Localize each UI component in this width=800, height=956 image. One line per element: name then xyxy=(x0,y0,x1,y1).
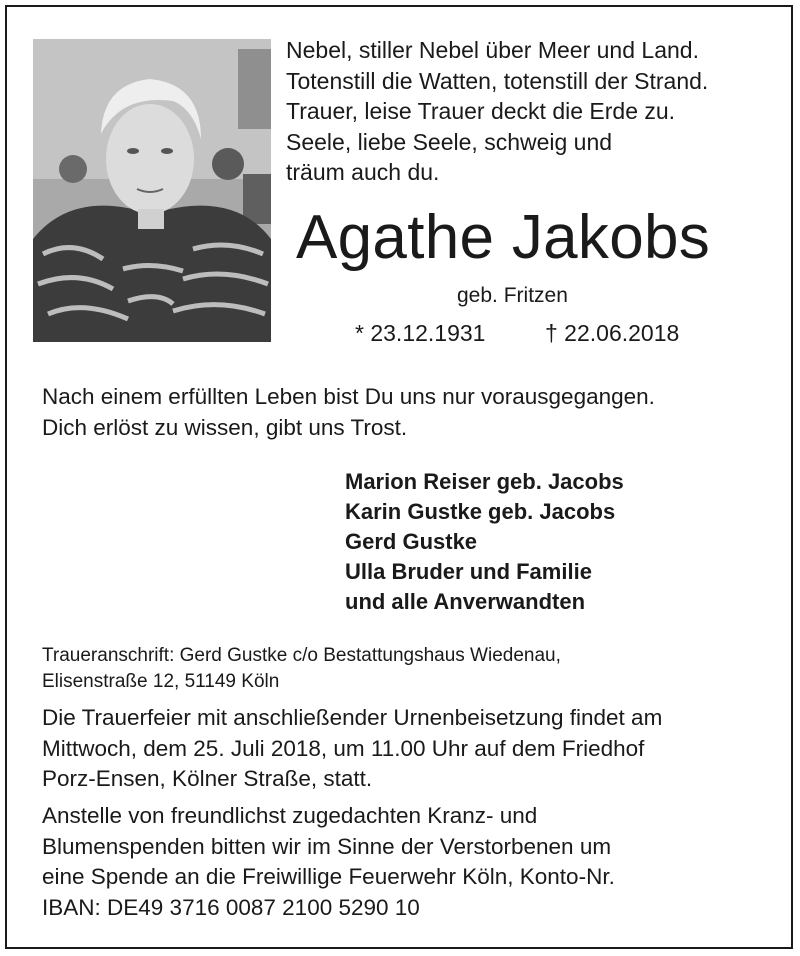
birth-date: * 23.12.1931 xyxy=(355,320,486,346)
ceremony-line: Die Trauerfeier mit anschließender Urnenbeisetzung findet am xyxy=(42,705,663,730)
ceremony-info xyxy=(42,703,662,795)
portrait-photo xyxy=(33,39,271,342)
poem-line: Seele, liebe Seele, schweig und xyxy=(286,128,613,155)
quote-line: Nach einem erfüllten Leben bist Du uns nur vorausgegangen. xyxy=(42,384,655,409)
farewell-quote xyxy=(42,382,655,443)
address-line: Elisenstraße 12, 51149 Köln xyxy=(42,671,280,692)
deceased-name: Agathe Jakobs xyxy=(296,203,711,272)
death-date: † 22.06.2018 xyxy=(545,320,680,346)
quote-line: Dich erlöst zu wissen, gibt uns Trost. xyxy=(42,414,408,440)
poem-line: Totenstill die Watten, totenstill der Strand. xyxy=(286,67,709,94)
birth-name: geb. Fritzen xyxy=(457,284,568,307)
poem-line: Nebel, stiller Nebel über Meer und Land. xyxy=(286,37,699,63)
ceremony-line: Mittwoch, dem 25. Juli 2018, um 11.00 Uhr auf dem Friedhof xyxy=(42,735,645,761)
donation-line: eine Spende an die Freiwillige Feuerwehr Köln, Konto-Nr. xyxy=(42,864,615,889)
mourner-item: Marion Reiser geb. Jacobs xyxy=(345,469,624,494)
poem-line: Trauer, leise Trauer deckt die Erde zu. xyxy=(286,98,676,124)
donation-line: Anstelle von freundlichst zugedachten Kranz- und xyxy=(42,803,538,828)
address-line: Traueranschrift: Gerd Gustke c/o Bestattungshaus Wiedenau, xyxy=(42,645,561,666)
mourner-item: Gerd Gustke xyxy=(345,529,478,554)
ceremony-line: Porz-Ensen, Kölner Straße, statt. xyxy=(42,766,373,791)
mourners-list xyxy=(345,467,624,617)
poem xyxy=(286,35,708,188)
mourner-item: Ulla Bruder und Familie xyxy=(345,559,592,584)
mourner-item: und alle Anverwandten xyxy=(345,589,586,614)
donation-info xyxy=(42,801,615,923)
poem-line: träum auch du. xyxy=(286,159,440,185)
mourner-item: Karin Gustke geb. Jacobs xyxy=(345,499,616,524)
donation-line: Blumenspenden bitten wir im Sinne der Verstorbenen um xyxy=(42,833,612,859)
donation-line: IBAN: DE49 3716 0087 2100 5290 10 xyxy=(42,894,420,920)
mourning-address xyxy=(42,643,561,695)
